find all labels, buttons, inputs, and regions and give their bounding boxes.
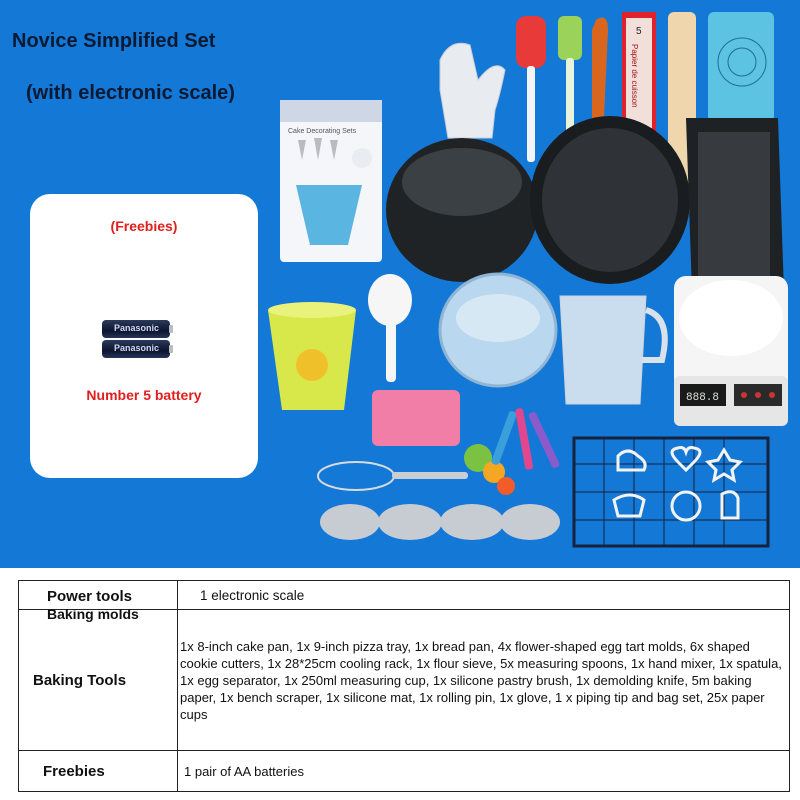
freebies-heading: (Freebies) <box>110 218 178 234</box>
measuring-cup <box>560 296 665 404</box>
paper-roll-text: Papier de cuisson <box>630 44 639 108</box>
oven-glove <box>440 43 505 138</box>
demolding-knife <box>592 18 608 118</box>
battery-image: Panasonic Panasonic <box>102 320 172 362</box>
egg-tart-molds <box>320 504 560 540</box>
freebies-label: Freebies <box>19 751 178 792</box>
spec-table <box>18 580 790 792</box>
table-row-power-tools <box>19 581 790 610</box>
flour-sieve <box>440 274 556 386</box>
measuring-spoons <box>464 408 560 495</box>
round-cake-pan <box>386 138 538 282</box>
silicone-spatula <box>516 16 546 162</box>
paper-cups <box>268 302 356 410</box>
table-row-baking-tools <box>19 610 790 751</box>
baking-tools-label: Baking Tools <box>19 610 178 751</box>
paper-roll-number: 5 <box>636 26 642 37</box>
banner-title: Novice Simplified Set <box>12 30 216 52</box>
bread-pan <box>686 118 784 292</box>
electronic-scale <box>674 276 788 426</box>
freebies-value: 1 pair of AA batteries <box>178 751 790 792</box>
power-tools-value: 1 electronic scale <box>178 581 790 610</box>
scale-display: 888.8 <box>686 392 720 404</box>
cooling-rack <box>574 438 768 546</box>
egg-separator <box>368 274 412 382</box>
table-row-freebies <box>19 751 790 792</box>
bench-scraper <box>372 390 460 446</box>
pizza-tray <box>530 116 690 284</box>
silicone-mat <box>708 12 774 122</box>
hand-whisk <box>318 462 468 490</box>
piping-set-package <box>280 100 382 262</box>
battery-label: Number 5 battery <box>86 387 202 403</box>
baking-tools-value: 1x 8-inch cake pan, 1x 9-inch pizza tray, 1x bread pan, 4x flower-shaped egg tart molds, 6x shaped cookie cutters, 1x 28*25cm cooling rack, 1x flour sieve, 5x measuring spoons, 1x hand mixer, 1x spatula, 1x egg separator, 1x 250ml measuring cup, 1x silicone pastry brush, 1x demolding knife, 5m baking paper, 1x bench scraper, 1x silicone mat, 1x rolling pin, 1x glove, 1 x piping tip and bag set, 25x paper cups <box>178 610 790 751</box>
power-tools-label: Power tools <box>47 588 133 605</box>
banner-subtitle: (with electronic scale) <box>26 82 235 104</box>
power-tools-label-cell <box>19 581 178 622</box>
baking-paper-roll <box>622 12 656 136</box>
baking-molds-label: Baking molds <box>47 606 139 622</box>
piping-package-text: Cake Decorating Sets <box>288 128 357 135</box>
